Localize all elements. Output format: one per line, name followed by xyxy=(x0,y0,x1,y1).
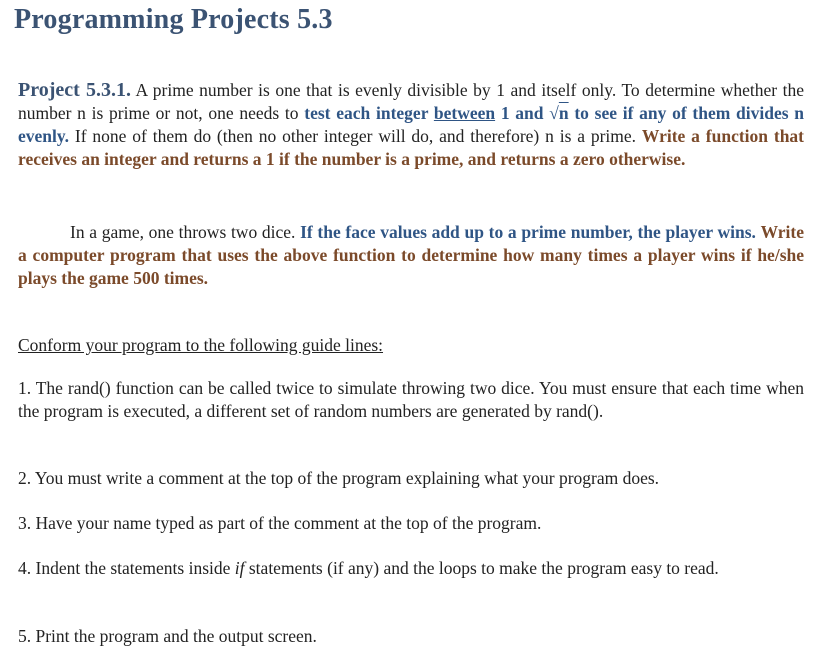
guideline-item-4-end: statements (if any) and the loops to make the program easy to read. xyxy=(244,558,719,578)
guideline-item-4-start: 4. Indent the statements inside xyxy=(18,558,235,578)
project-text-intro: A prime number is one that is evenly divisible by 1 and itself only. To determine whether the number n is prime or not, one needs to xyxy=(18,80,804,123)
guideline-item-3: 3. Have your name typed as part of the comment at the top of the program. xyxy=(18,513,542,533)
project-description xyxy=(18,79,804,171)
highlight-test-integers: test each integer xyxy=(304,103,434,123)
highlight-player-wins: If the face values add up to a prime number, the player wins. xyxy=(300,222,756,242)
game-text-intro: In a game, one throws two dice. xyxy=(70,222,301,242)
highlight-one-and: 1 and xyxy=(495,103,550,123)
project-text-prime: If none of them do (then no other integer will do, and therefore) n is a prime. xyxy=(69,126,642,146)
guideline-item-2: 2. You must write a comment at the top of the program explaining what your program does. xyxy=(18,468,660,488)
guidelines-heading-text: Conform your program to the following guide lines: xyxy=(18,335,384,355)
page-title: Programming Projects 5.3 xyxy=(14,4,333,35)
game-description xyxy=(18,221,804,290)
guideline-item-5: 5. Print the program and the output screen. xyxy=(18,626,317,646)
guideline-item-4-if: if xyxy=(234,558,245,578)
guidelines-heading xyxy=(18,334,804,357)
highlight-write-program: Write a computer program that uses the above function to determine how many times a player wins if he/she plays the game 500 times. xyxy=(18,222,805,288)
highlight-write-function: Write a function that receives an integer and returns a 1 if the number is a prime, and returns a zero otherwise. xyxy=(18,126,804,169)
highlight-between: between xyxy=(433,103,496,123)
sqrt-variable: n xyxy=(558,103,569,123)
sqrt-n-expression xyxy=(549,102,568,125)
sqrt-symbol: √ xyxy=(549,103,559,123)
highlight-divides: to see if any of them divides n evenly. xyxy=(18,103,804,146)
guideline-item-1: 1. The rand() function can be called twice to simulate throwing two dice. You must ensure that each time when the program is executed, a different set of random numbers are generated by rand(). xyxy=(18,378,804,421)
guideline-item-4 xyxy=(18,557,804,580)
project-label: Project 5.3.1. xyxy=(18,79,131,101)
